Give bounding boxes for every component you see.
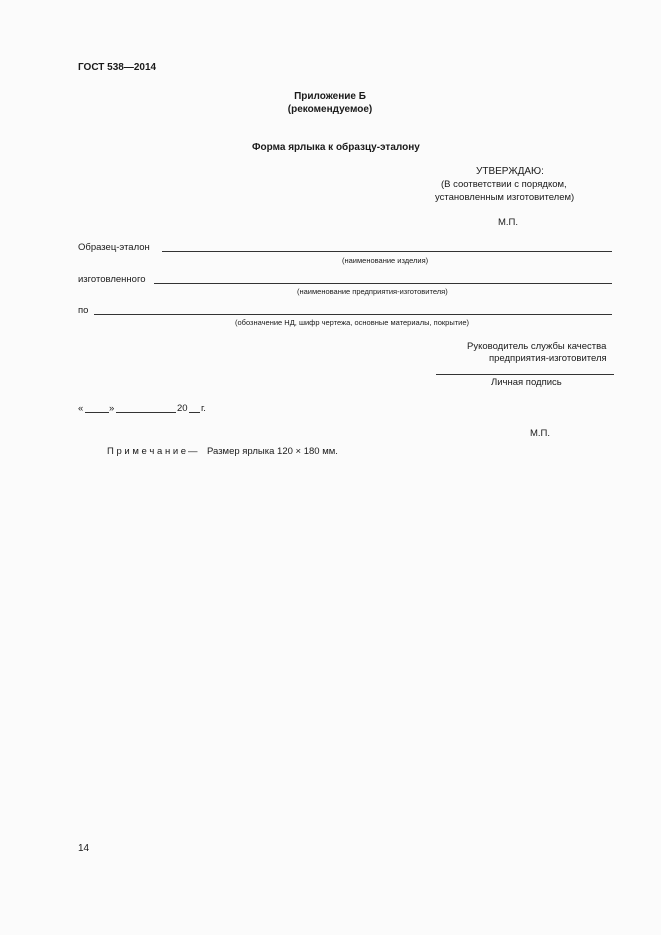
doc-code: ГОСТ 538—2014 <box>78 62 157 73</box>
date-year-suffix: г. <box>201 403 206 414</box>
appendix-title: Приложение Б <box>294 91 366 102</box>
approval-seal: М.П. <box>498 217 519 228</box>
date-day-blank <box>85 412 109 413</box>
sample-caption: (наименование изделия) <box>342 256 429 265</box>
date-open-quote: « <box>78 403 84 414</box>
sample-line <box>162 251 612 252</box>
date-year-prefix: 20 <box>177 403 188 414</box>
made-label: изготовленного <box>78 274 146 285</box>
sample-label: Образец-эталон <box>78 242 150 253</box>
signature-line <box>436 374 614 375</box>
approval-line-2: установленным изготовителем) <box>435 192 575 203</box>
date-month-blank <box>116 412 176 413</box>
by-caption: (обозначение НД, шифр чертежа, основные материалы, покрытие) <box>235 318 470 327</box>
approval-line-1: (В соответствии с порядком, <box>441 179 567 190</box>
date-year-blank <box>189 412 200 413</box>
note-text: Размер ярлыка 120 × 180 мм. <box>207 446 338 457</box>
approval-heading: УТВЕРЖДАЮ: <box>476 166 544 177</box>
date-close-quote: » <box>109 403 115 414</box>
by-line <box>94 314 612 315</box>
quality-line-1: Руководитель службы качества <box>467 341 607 352</box>
signature-caption: Личная подпись <box>491 377 562 388</box>
by-label: по <box>78 305 89 316</box>
appendix-subtitle: (рекомендуемое) <box>287 104 373 115</box>
bottom-seal: М.П. <box>530 428 551 439</box>
note-dash: — <box>188 446 198 457</box>
made-line <box>154 283 612 284</box>
quality-line-2: предприятия-изготовителя <box>489 353 607 364</box>
form-title: Форма ярлыка к образцу-эталону <box>252 142 420 153</box>
page-number: 14 <box>78 843 90 854</box>
made-caption: (наименование предприятия-изготовителя) <box>297 287 448 296</box>
note-label: П р и м е ч а н и е <box>107 446 187 457</box>
